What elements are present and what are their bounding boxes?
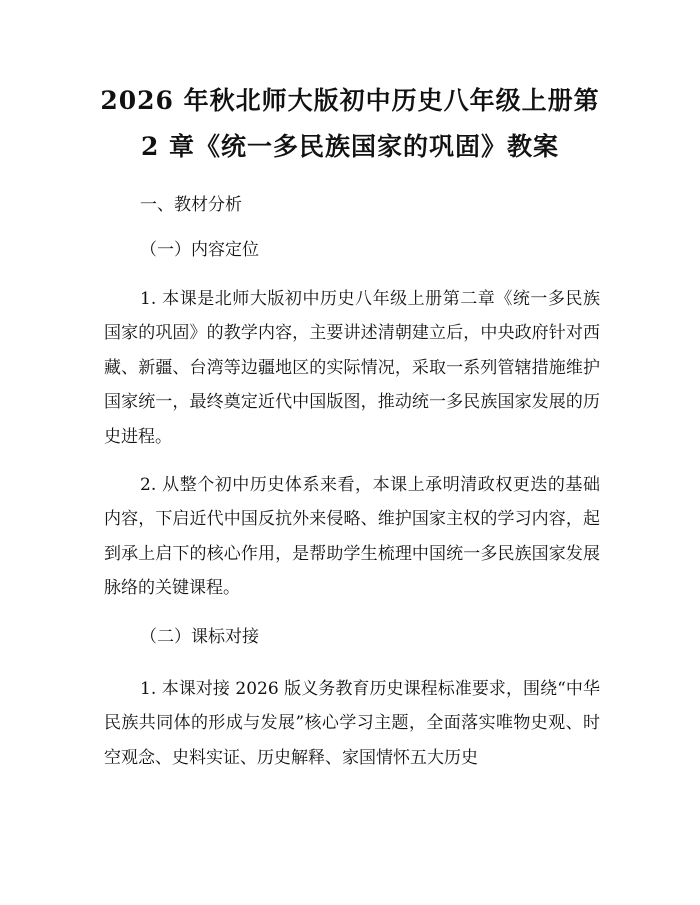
paragraph-content-positioning-2: 2. 从整个初中历史体系来看，本课上承明清政权更迭的基础内容，下启近代中国反抗外来侵略、维护国家主权的学习内容，起到承上启下的核心作用，是帮助学生梳理中国统一多民族国家发展脉络的关键课程。 [104, 475, 600, 599]
paragraph-curriculum-alignment-1: 1. 本课对接 2026 版义务教育历史课程标准要求，围绕“中华民族共同体的形成与发展”核心学习主题，全面落实唯物史观、时空观念、史料实证、历史解释、家国情怀五大历史 [104, 679, 600, 768]
document-title: 2026 年秋北师大版初中历史八年级上册第 2 章《统一多民族国家的巩固》教案 [100, 86, 600, 161]
paragraph-content-positioning-1: 1. 本课是北师大版初中历史八年级上册第二章《统一多民族国家的巩固》的教学内容，主要讲述清朝建立后，中央政府针对西藏、新疆、台湾等边疆地区的实际情况，采取一系列管辖措施维护国家统一，最终奠定近代中国版图，推动统一多民族国家发展的历史进程。 [104, 289, 600, 447]
section-heading-textbook-analysis: 一、教材分析 [140, 195, 242, 215]
subsection-heading-content-positioning: （一）内容定位 [140, 240, 259, 260]
subsection-heading-curriculum-alignment: （二）课标对接 [140, 627, 259, 647]
